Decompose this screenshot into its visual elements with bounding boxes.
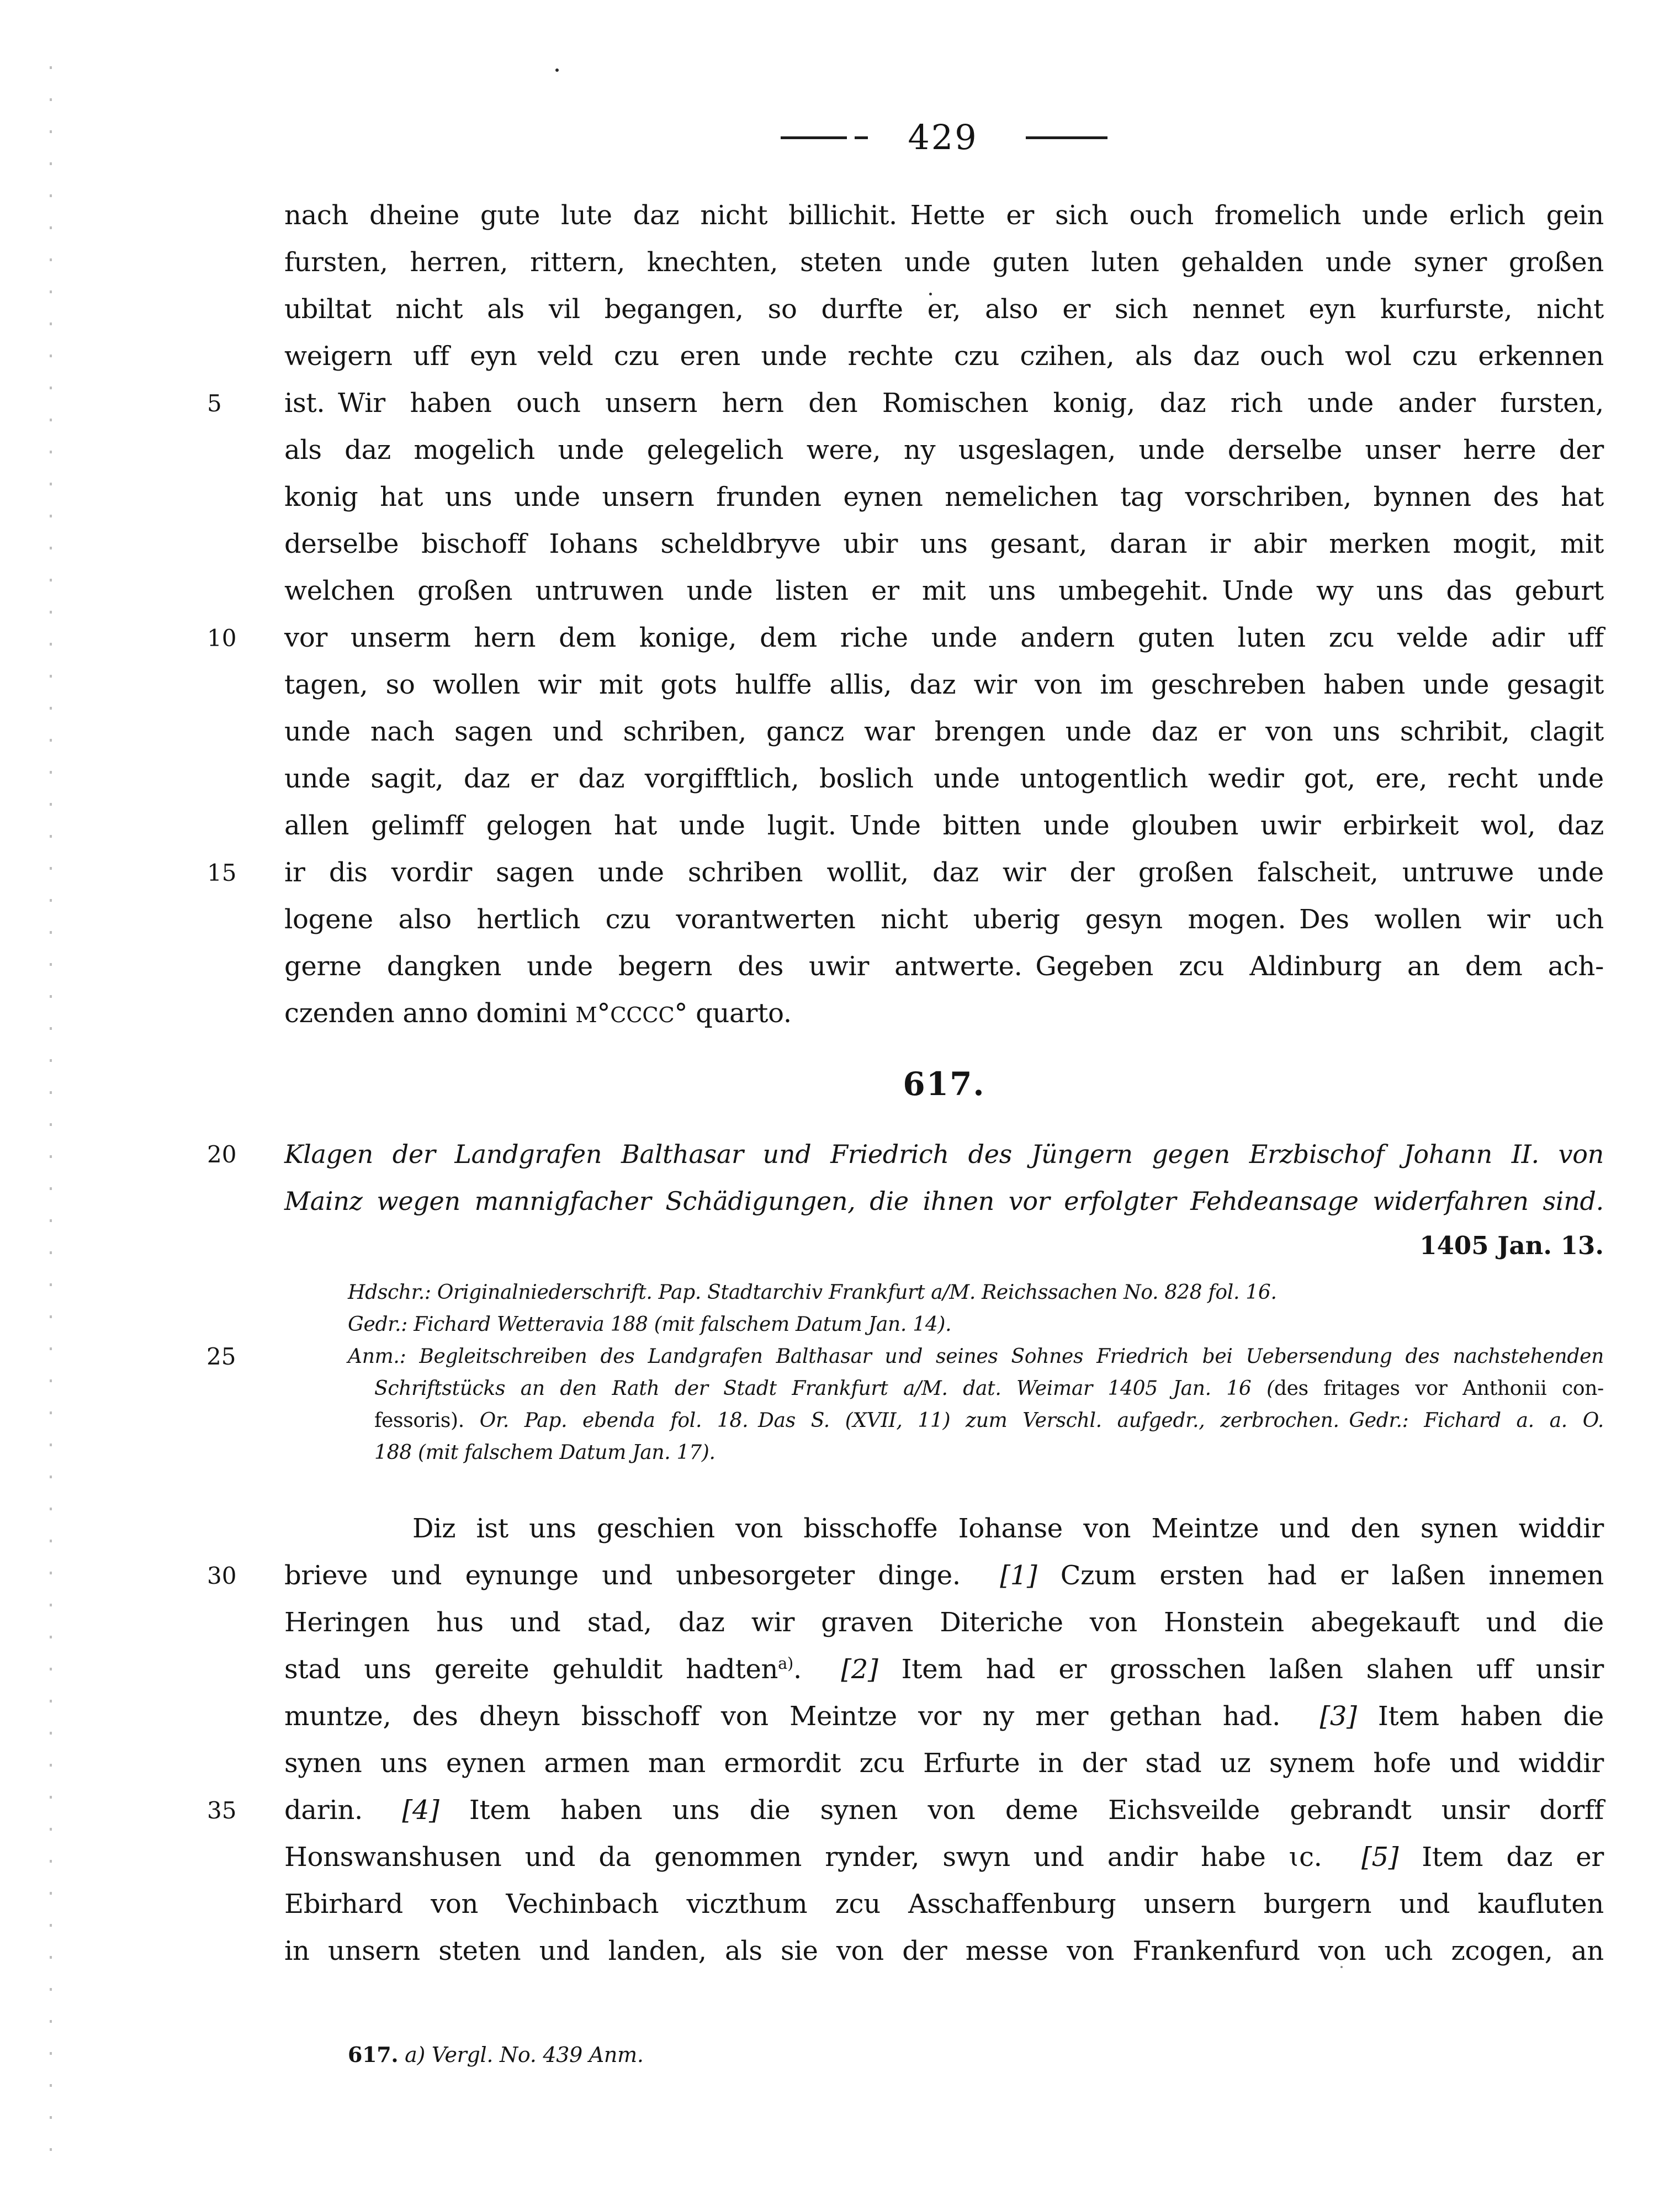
text-segment: ubiltat nicht als vil begangen, so durfte er, also er sich nennet eyn kurfurste, nicht — [284, 294, 1604, 325]
text-segment: . — [793, 1654, 841, 1685]
text-segment: des fritages vor Anthonii con- — [1274, 1377, 1604, 1400]
text-line — [284, 1740, 1604, 1787]
text-line — [284, 1928, 1604, 1975]
text-line — [284, 708, 1604, 755]
text-line — [207, 1552, 1604, 1599]
text-segment: Item haben uns die synen von deme Eichsveilde gebrandt unsir dorff — [439, 1795, 1604, 1826]
text-segment: unde sagit, daz er daz vorgifftlich, boslich unde untogentlich wedir got, ere, recht unde — [284, 763, 1604, 794]
text-line — [284, 943, 1604, 990]
text-segment: in unsern steten und landen, als sie von der messe von Frankenfurd von uch zcogen, an — [284, 1936, 1604, 1966]
entry-body-text — [207, 1505, 1604, 1975]
text-line — [284, 239, 1604, 286]
text-line — [284, 1178, 1604, 1225]
text-segment: Hdschr.: Originalniederschrift. Pap. Stadtarchiv Frankfurt a/M. Reichssachen No. 828 fol. 16. — [348, 1281, 1277, 1304]
text-line — [284, 521, 1604, 568]
text-line — [284, 427, 1604, 474]
margin-line-number: 15 — [207, 859, 237, 886]
text-segment: [1] — [1000, 1560, 1037, 1591]
text-line — [348, 1309, 1604, 1341]
text-segment: unde nach sagen und schriben, gancz war brengen unde daz er von uns schribit, clagit — [284, 716, 1604, 747]
text-segment: Item had er grosschen laßen slahen uff unsir — [878, 1654, 1604, 1685]
text-segment: Item haben die — [1356, 1701, 1604, 1732]
text-line — [284, 474, 1604, 521]
text-segment: vor unserm hern dem konige, dem riche unde andern guten luten zcu velde adir uff — [284, 622, 1604, 653]
text-segment: a) Vergl. No. 439 Anm. — [405, 2043, 644, 2067]
text-segment: Heringen hus und stad, daz wir graven Diteriche von Honstein abegekauft und die — [284, 1607, 1604, 1638]
text-line — [284, 286, 1604, 333]
text-segment: Schriftstücks an den Rath der Stadt Frankfurt a/M. dat. Weimar 1405 Jan. 16 ( — [374, 1377, 1274, 1400]
text-line — [284, 1646, 1604, 1693]
text-segment: logene also hertlich czu vorantwerten nicht uberig gesyn mogen. Des wollen wir uch — [284, 904, 1604, 935]
entry-number-heading: 617. — [903, 1065, 985, 1103]
text-line — [207, 1131, 1604, 1178]
text-segment: ° — [597, 998, 611, 1029]
text-segment: czenden anno domini — [284, 998, 576, 1029]
text-line — [284, 1505, 1604, 1552]
page-header — [284, 117, 1604, 157]
text-line — [207, 380, 1604, 427]
text-segment: fessoris). — [374, 1409, 480, 1432]
text-line — [348, 1373, 1604, 1405]
text-segment: Or. Pap. ebenda fol. 18. Das S. (XVII, 11) zum Verschl. aufgedr., zerbrochen. Gedr.: Fichard a. a. O. — [479, 1409, 1604, 1432]
text-segment: brieve und eynunge und unbesorgeter dinge. — [284, 1560, 1000, 1591]
text-segment: als daz mogelich unde gelegelich were, ny usgeslagen, unde derselbe unser herre der — [284, 435, 1604, 466]
text-segment: tagen, so wollen wir mit gots hulffe allis, daz wir von im geschreben haben unde gesagit — [284, 669, 1604, 700]
text-line — [207, 849, 1604, 896]
text-segment: ° — [674, 998, 688, 1029]
text-segment: CCCC — [610, 1003, 675, 1028]
text-segment: Diz ist uns geschien von bisschoffe Iohanse von Meintze und den synen widdir — [412, 1513, 1604, 1544]
text-segment: darin. — [284, 1795, 402, 1826]
text-line — [284, 1693, 1604, 1740]
page-number: 429 — [908, 117, 978, 157]
text-line — [284, 192, 1604, 239]
text-segment: synen uns eynen armen man ermordit zcu Erfurte in der stad uz synem hofe und widdir — [284, 1748, 1604, 1779]
margin-line-number: 35 — [207, 1797, 237, 1824]
text-segment: gerne dangken unde begern des uwir antwerte. Gegeben zcu Aldinburg an dem ach- — [284, 951, 1604, 982]
text-segment: allen gelimff gelogen hat unde lugit. Unde bitten unde glouben uwir erbirkeit wol, daz — [284, 810, 1604, 841]
text-segment: Item daz er — [1398, 1842, 1604, 1873]
text-line — [348, 1277, 1604, 1309]
text-segment: 617. — [348, 2042, 399, 2067]
text-segment: konig hat uns unde unsern frunden eynen nemelichen tag vorschriben, bynnen des hat — [284, 482, 1604, 512]
text-segment: Czum ersten had er laßen innemen — [1037, 1560, 1604, 1591]
text-line — [284, 568, 1604, 615]
text-segment: [4] — [402, 1795, 439, 1826]
text-segment: derselbe bischoff Iohans scheldbryve ubir uns gesant, daran ir abir merken mogit, mit — [284, 528, 1604, 559]
margin-line-number: 10 — [207, 625, 237, 652]
text-line — [284, 990, 1604, 1037]
text-segment: welchen großen untruwen unde listen er mit uns umbegehit. Unde wy uns das geburt — [284, 575, 1604, 606]
text-segment: stad uns gereite gehuldit hadten — [284, 1654, 778, 1685]
text-segment: Klagen der Landgrafen Balthasar und Friedrich des Jüngern gegen Erzbischof Johann II. von — [284, 1139, 1604, 1169]
text-segment: Honswanshusen und da genommen rynder, swyn und andir habe ɩc. — [284, 1842, 1362, 1873]
text-segment: muntze, des dheyn bisschoff von Meintze vor ny mer gethan had. — [284, 1701, 1320, 1732]
text-segment — [398, 2043, 405, 2067]
text-segment: fursten, herren, rittern, knechten, steten unde guten luten gehalden unde syner großen — [284, 247, 1604, 278]
text-segment: Ebirhard von Vechinbach viczthum zcu Asschaffenburg unsern burgern und kaufluten — [284, 1889, 1604, 1920]
text-line — [207, 615, 1604, 662]
text-segment: [5] — [1361, 1842, 1399, 1873]
text-segment: [3] — [1319, 1701, 1357, 1732]
text-line — [207, 1787, 1604, 1834]
text-segment: 188 (mit falschem Datum Jan. 17). — [374, 1441, 716, 1464]
text-segment: Gedr.: Fichard Wetteravia 188 (mit falschem Datum Jan. 14). — [348, 1313, 952, 1336]
entry-date: 1405 Jan. 13. — [1419, 1231, 1604, 1260]
text-segment: ist. Wir haben ouch unsern hern den Romischen konig, daz rich unde ander fursten, — [284, 388, 1604, 419]
text-line — [284, 1834, 1604, 1881]
entry-616-continuation-text — [207, 192, 1604, 1037]
header-rule-left-long — [781, 136, 847, 139]
header-rule-right — [1026, 136, 1107, 139]
text-line — [284, 755, 1604, 802]
text-line — [284, 1599, 1604, 1646]
text-line — [348, 1437, 1604, 1469]
entry-footnote — [348, 2039, 1604, 2070]
text-line — [348, 2039, 1604, 2070]
margin-line-number: 5 — [207, 390, 222, 417]
text-segment: ir dis vordir sagen unde schriben wollit, daz wir der großen falscheit, untruwe unde — [284, 857, 1604, 888]
margin-line-number: 25 — [206, 1343, 236, 1370]
text-segment: weigern uff eyn veld czu eren unde rechte czu czihen, als daz ouch wol czu erkennen — [284, 341, 1604, 372]
header-rule-left-short — [855, 136, 868, 139]
text-segment: a) — [778, 1654, 793, 1673]
margin-line-number: 20 — [207, 1141, 237, 1168]
text-segment: nach dheine gute lute daz nicht billichit. Hette er sich ouch fromelich unde erlich gein — [284, 200, 1604, 231]
entry-summary — [207, 1131, 1604, 1225]
text-line — [284, 802, 1604, 849]
text-segment: [2] — [841, 1654, 878, 1685]
print-area — [206, 0, 1604, 2189]
text-line — [206, 1341, 1604, 1373]
text-segment: M — [575, 1003, 597, 1028]
text-segment: Mainz wegen mannigfacher Schädigungen, die ihnen vor erfolgter Fehdeansage widerfahren sind. — [284, 1186, 1604, 1216]
scan-artifact-dotted-line — [50, 66, 52, 2154]
text-line — [284, 662, 1604, 708]
text-line — [284, 1881, 1604, 1928]
margin-line-number: 30 — [207, 1562, 237, 1589]
text-line — [284, 333, 1604, 380]
entry-apparatus — [206, 1277, 1604, 1469]
text-line — [284, 896, 1604, 943]
text-line — [348, 1405, 1604, 1437]
text-segment: Anm.: Begleitschreiben des Landgrafen Balthasar und seines Sohnes Friedrich bei Uebersendung des nachstehenden — [348, 1345, 1604, 1368]
text-segment: quarto. — [687, 998, 792, 1029]
